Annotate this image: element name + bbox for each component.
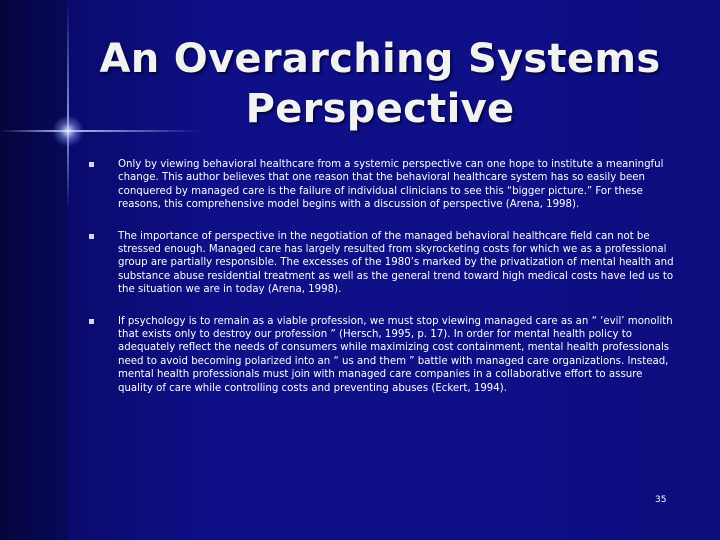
- bullet-text-3: If psychology is to remain as a viable profession, we must stop viewing managed care as an “ ‘evil’ monolith that exists only to destroy our profession ” (Hersch, 1995, p. 17). In order for mental health policy to adequately reflect the needs of consumers while maximizing cost containment, mental health professionals need to avoid becoming polarized into an “ us and them ” battle with managed care organizations. Instead, mental health professionals must join with managed care companies in a collaborative effort to assure quality of care while controlling costs and preventing abuses (Eckert, 1994).: [118, 315, 673, 394]
- bullet-item-1: [85, 158, 675, 212]
- slide-title-line-2: Perspective: [245, 86, 515, 132]
- bullet-list: [85, 158, 675, 413]
- bullet-text-2: The importance of perspective in the negotiation of the managed behavioral healthcare field can not be stressed enough. Managed care has largely resulted from skyrocketing costs for which we as a professional group are partially responsible. The excesses of the 1980’s marked by the privatization of mental health and substance abuse residential treatment as well as the general trend toward high medical costs have led us to the situation we are in today (Arena, 1998).: [118, 230, 674, 296]
- bullet-item-2: [85, 230, 675, 297]
- square-bullet-icon: [89, 162, 94, 167]
- bullet-item-3: [85, 315, 675, 395]
- left-shadow-band: [0, 0, 68, 540]
- square-bullet-icon: [89, 319, 94, 324]
- light-flare-vertical: [67, 0, 69, 210]
- slide-title: [80, 34, 680, 134]
- bullet-text-1: Only by viewing behavioral healthcare from a systemic perspective can one hope to institute a meaningful change. This author believes that one reason that the behavioral healthcare system has so easily been conquered by managed care is the failure of individual clinicians to see this “bigger picture.” For these reasons, this comprehensive model begins with a discussion of perspective (Arena, 1998).: [118, 159, 664, 211]
- square-bullet-icon: [89, 234, 94, 239]
- page-number: 35: [655, 495, 667, 505]
- slide-title-line-1: An Overarching Systems: [99, 36, 661, 82]
